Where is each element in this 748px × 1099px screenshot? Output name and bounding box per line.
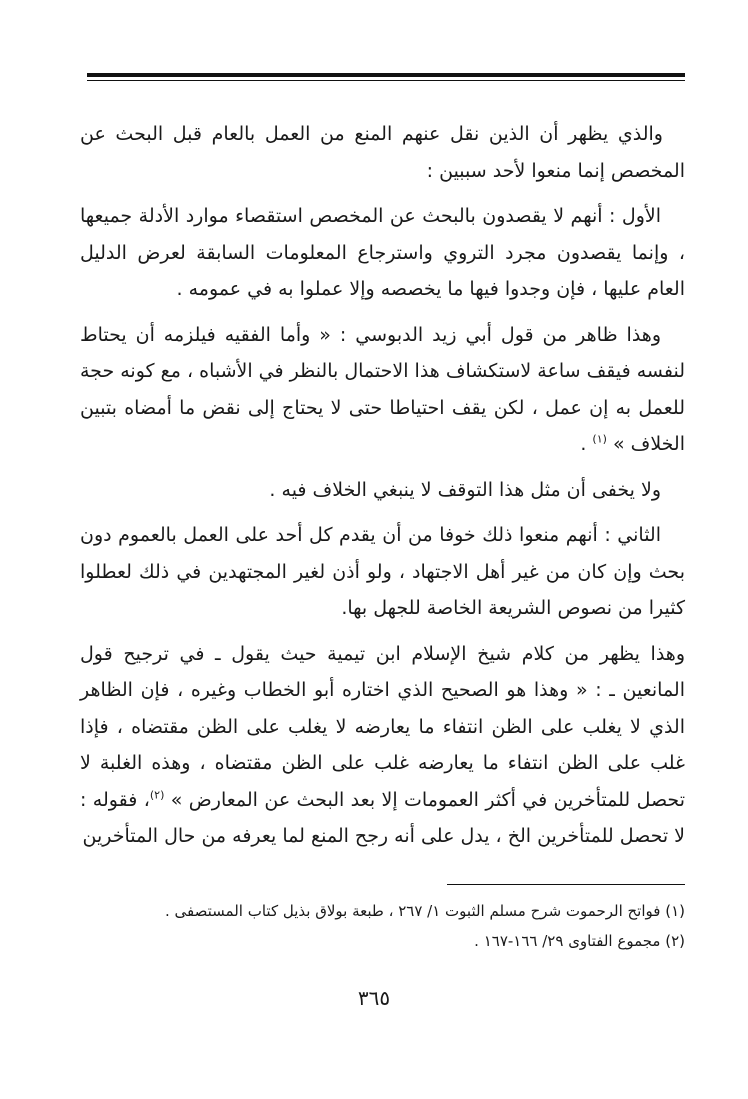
- paragraph-continuation: ، فقوله : لا تحصل للمتأخرين الخ ، يدل على أنه رجح المنع لما يعرفه من حال المتأخرين: [80, 788, 685, 847]
- footnote-ref: (١): [592, 432, 607, 446]
- footnote-separator: [447, 884, 685, 885]
- paragraph: الأول : أنهم لا يقصدون بالبحث عن المخصص استقصاء موارد الأدلة جميعها ، وإنما يقصدون مجرد التروي واسترجاع المعلومات السابقة لعرض الدليل العام عليها ، فإن وجدوا فيها ما يخصصه وإلا عملوا به في عمومه .: [80, 205, 685, 300]
- paragraph: ولا يخفى أن مثل هذا التوقف لا ينبغي الخلاف فيه .: [269, 478, 661, 501]
- footnote: (١) فواتح الرحموت شرح مسلم الثبوت ١/ ٢٦٧ ، طبعة بولاق بذيل كتاب المستصفى .: [165, 902, 685, 920]
- header-rule-thick: [87, 73, 685, 77]
- footnotes: [120, 896, 685, 956]
- page-number: ٣٦٥: [357, 986, 391, 1010]
- paragraph-text: وهذا يظهر من كلام شيخ الإسلام ابن تيمية حيث يقول ـ في ترجيح قول المانعين ـ : « وهذا هو الصحيح الذي اختاره أبو الخطاب وغيره ، فإن الظاهر الذي لا يغلب على الظن انتفاء ما يعارضه لا يغلب على الظن مقتضاه ، فإذا غلب على الظن انتفاء ما يعارضه غلب على الظن مقتضاه ، وهذه الغلبة لا تحصل للمتأخرين في أكثر العمومات إلا بعد البحث عن المعارض »: [80, 642, 685, 811]
- footnote: (٢) مجموع الفتاوى ٢٩/ ١٦٦-١٦٧ .: [474, 932, 685, 950]
- paragraph-end: .: [580, 433, 593, 455]
- paragraph: والذي يظهر أن الذين نقل عنهم المنع من العمل بالعام قبل البحث عن المخصص إنما منعوا لأحد سببين :: [80, 123, 685, 182]
- paragraph-text: وهذا ظاهر من قول أبي زيد الدبوسي : « وأما الفقيه فيلزمه أن يحتاط لنفسه فيقف ساعة لاستكشاف هذا الاحتمال بالنظر في الأشباه ، مع كونه حجة للعمل به إن عمل ، لكن يقف احتياطا حتى لا يحتاج إلى نقض ما أمضاه بتبين الخلاف »: [80, 323, 685, 455]
- paragraph: الثاني : أنهم منعوا ذلك خوفا من أن يقدم كل أحد على العمل بالعموم دون بحث وإن كان من غير أهل الاجتهاد ، ولو أذن لغير المجتهدين في ذلك لعطلوا كثيرا من نصوص الشريعة الخاصة للجهل بها.: [80, 524, 685, 619]
- footnote-ref: (٢): [149, 788, 165, 802]
- main-text: [80, 116, 685, 864]
- paragraph: [80, 317, 685, 463]
- paragraph: [80, 636, 685, 855]
- header-rule-thin: [87, 80, 685, 81]
